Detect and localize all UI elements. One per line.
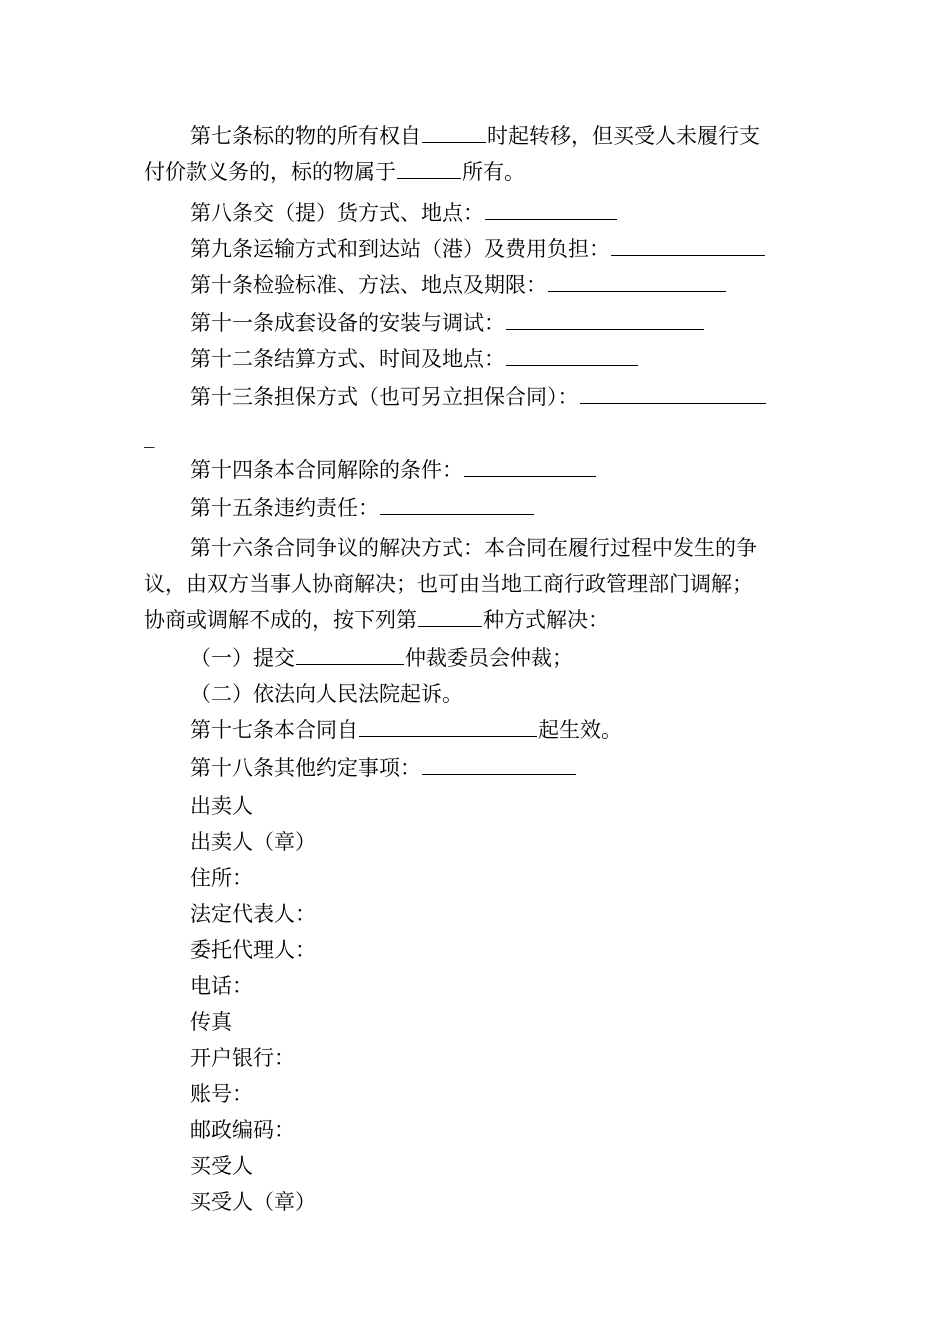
article-16-line-3 [144,602,814,638]
article-12-text: 第十二条结算方式、时间及地点： [190,347,505,371]
seller-postcode: 邮政编码： [190,1118,295,1142]
article-7-text-d: 所有。 [462,160,525,184]
article-9 [190,231,860,267]
ownership-transfer-blank [422,124,486,143]
settlement-blank [506,347,638,366]
article-10-text: 第十条检验标准、方法、地点及期限： [190,273,547,297]
article-16-line-2 [144,566,814,602]
article-17 [190,712,860,748]
article-17-text-a: 第十七条本合同自 [190,718,358,742]
article-11-text: 第十一条成套设备的安装与调试： [190,311,505,335]
seller-bank: 开户银行： [190,1046,295,1070]
seller-fax: 传真 [190,1010,232,1034]
inspection-blank [548,273,726,292]
transport-blank [611,237,765,256]
seller-agent: 委托代理人： [190,938,316,962]
liability-blank [380,496,534,515]
delivery-method-blank [485,201,617,220]
article-13-overflow-text: _ [144,424,155,448]
article-18 [190,750,860,786]
article-7-text-c: 付价款义务的，标的物属于 [144,160,396,184]
option-2 [190,676,860,712]
article-7-line-1 [190,118,860,154]
guarantee-blank [580,385,766,404]
article-16-text-c: 协商或调解不成的，按下列第 [144,608,417,632]
termination-blank [464,458,596,477]
owner-blank [397,160,461,179]
article-7-line-2 [144,154,814,190]
article-16-line-1 [190,530,860,566]
seller-account: 账号： [190,1082,253,1106]
article-16-text-b: 议，由双方当事人协商解决；也可由当地工商行政管理部门调解； [144,572,753,596]
article-13-overflow [144,418,814,454]
article-13 [190,379,860,415]
other-matters-blank [422,756,576,775]
article-15-text: 第十五条违约责任： [190,496,379,520]
article-17-text-b: 起生效。 [538,718,622,742]
option-1 [190,640,860,676]
option-1-text-b: 仲裁委员会仲裁； [405,646,573,670]
article-14 [190,452,860,488]
article-12 [190,341,860,377]
article-14-text: 第十四条本合同解除的条件： [190,458,463,482]
seller-legal-rep: 法定代表人： [190,902,316,926]
seller-seal: 出卖人（章） [190,830,316,854]
arbitration-committee-blank [296,646,404,665]
article-11 [190,305,860,341]
installation-blank [506,311,704,330]
seller-phone: 电话： [190,974,253,998]
article-7-text-a: 第七条标的物的所有权自 [190,124,421,148]
dispute-method-blank [418,608,482,627]
option-2-text: （二）依法向人民法院起诉。 [190,682,463,706]
seller-address: 住所： [190,866,253,890]
article-16-text-d: 种方式解决： [483,608,609,632]
article-13-text: 第十三条担保方式（也可另立担保合同）： [190,385,579,409]
article-7-text-b: 时起转移，但买受人未履行支 [487,124,760,148]
article-8 [190,195,860,231]
article-8-text: 第八条交（提）货方式、地点： [190,201,484,225]
article-15 [190,490,860,526]
effective-date-blank [359,718,537,737]
option-1-text-a: （一）提交 [190,646,295,670]
buyer-seal: 买受人（章） [190,1190,316,1214]
article-16-text-a: 第十六条合同争议的解决方式：本合同在履行过程中发生的争 [190,536,757,560]
buyer-title: 买受人 [190,1154,253,1178]
article-10 [190,267,860,303]
article-18-text: 第十八条其他约定事项： [190,756,421,780]
seller-title: 出卖人 [190,794,253,818]
article-9-text: 第九条运输方式和到达站（港）及费用负担： [190,237,610,261]
